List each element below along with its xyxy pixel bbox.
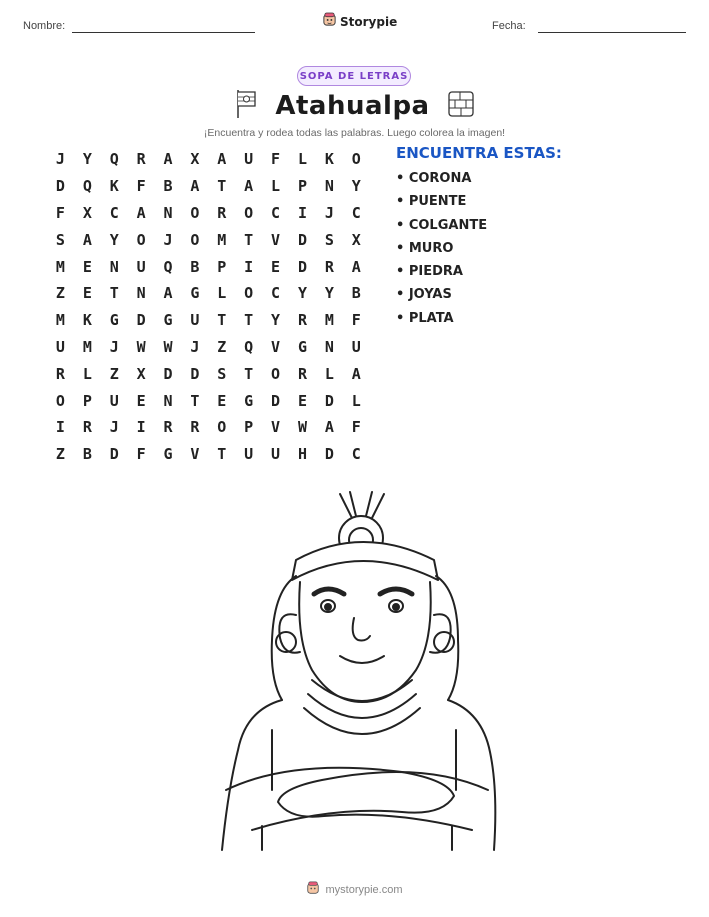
instructions: ¡Encuentra y rodea todas las palabras. Luego colorea la imagen!: [203, 127, 506, 139]
grid-letter[interactable]: X: [136, 364, 146, 383]
grid-letter[interactable]: D: [297, 230, 307, 249]
grid-letter[interactable]: R: [136, 150, 146, 169]
grid-letter[interactable]: L: [297, 150, 307, 169]
grid-letter[interactable]: V: [271, 230, 281, 249]
grid-letter[interactable]: Y: [351, 177, 361, 196]
grid-letter[interactable]: N: [136, 284, 146, 303]
grid-letter[interactable]: D: [136, 311, 146, 330]
grid-letter[interactable]: Q: [82, 177, 92, 196]
grid-letter[interactable]: Y: [324, 284, 334, 303]
grid-letter[interactable]: M: [324, 311, 334, 330]
grid-letter[interactable]: A: [190, 177, 200, 196]
grid-letter[interactable]: N: [109, 257, 119, 276]
grid-letter[interactable]: R: [297, 311, 307, 330]
storypie-logo-icon: [322, 12, 337, 31]
grid-letter[interactable]: M: [55, 257, 65, 276]
grid-letter[interactable]: W: [163, 337, 173, 356]
word-item: • MURO: [396, 240, 454, 256]
grid-letter[interactable]: A: [163, 284, 173, 303]
grid-letter[interactable]: Q: [244, 337, 254, 356]
grid-letter[interactable]: V: [190, 445, 200, 464]
grid-letter[interactable]: D: [297, 257, 307, 276]
grid-letter[interactable]: N: [163, 203, 173, 222]
brand: [322, 12, 397, 31]
grid-letter[interactable]: Q: [109, 150, 119, 169]
word-list-title: ENCUENTRA ESTAS:: [396, 144, 562, 162]
grid-row: [47, 200, 370, 227]
grid-letter[interactable]: T: [244, 230, 254, 249]
grid-letter[interactable]: I: [297, 203, 307, 222]
grid-row: [47, 360, 370, 387]
grid-letter[interactable]: X: [190, 150, 200, 169]
flag-icon: [235, 89, 257, 123]
grid-row: [47, 414, 370, 441]
grid-letter[interactable]: U: [244, 150, 254, 169]
grid-letter[interactable]: R: [163, 418, 173, 437]
grid-letter[interactable]: Y: [297, 284, 307, 303]
storypie-logo-icon: [306, 880, 320, 899]
grid-letter[interactable]: R: [190, 418, 200, 437]
grid-letter[interactable]: G: [163, 445, 173, 464]
grid-letter[interactable]: S: [217, 364, 227, 383]
grid-letter[interactable]: E: [82, 257, 92, 276]
grid-letter[interactable]: C: [271, 203, 281, 222]
grid-letter[interactable]: F: [55, 203, 65, 222]
grid-letter[interactable]: D: [324, 445, 334, 464]
grid-letter[interactable]: K: [109, 177, 119, 196]
grid-letter[interactable]: C: [109, 203, 119, 222]
name-line[interactable]: [72, 32, 255, 33]
grid-letter[interactable]: T: [244, 364, 254, 383]
grid-letter[interactable]: L: [271, 177, 281, 196]
grid-letter[interactable]: A: [351, 364, 361, 383]
grid-letter[interactable]: F: [351, 311, 361, 330]
grid-letter[interactable]: J: [109, 337, 119, 356]
word-item: • PUENTE: [396, 194, 467, 210]
grid-row: [47, 307, 370, 334]
grid-letter[interactable]: O: [217, 418, 227, 437]
grid-letter[interactable]: F: [351, 418, 361, 437]
grid-letter[interactable]: T: [109, 284, 119, 303]
word-item: • PLATA: [396, 310, 454, 326]
grid-letter[interactable]: D: [324, 391, 334, 410]
grid-row: [47, 253, 370, 280]
grid-letter[interactable]: S: [324, 230, 334, 249]
grid-letter[interactable]: U: [190, 311, 200, 330]
grid-letter[interactable]: I: [55, 418, 65, 437]
grid-letter[interactable]: O: [271, 364, 281, 383]
grid-letter[interactable]: A: [324, 418, 334, 437]
grid-letter[interactable]: A: [217, 150, 227, 169]
grid-letter[interactable]: D: [55, 177, 65, 196]
grid-letter[interactable]: L: [82, 364, 92, 383]
grid-letter[interactable]: C: [351, 445, 361, 464]
grid-row: [47, 146, 370, 173]
grid-letter[interactable]: I: [136, 418, 146, 437]
name-label: Nombre:: [23, 20, 66, 32]
grid-letter[interactable]: P: [217, 257, 227, 276]
grid-letter[interactable]: H: [297, 445, 307, 464]
grid-letter[interactable]: Q: [163, 257, 173, 276]
word-list: [396, 171, 487, 334]
grid-letter[interactable]: N: [324, 337, 334, 356]
footer-url[interactable]: mystorypie.com: [325, 883, 403, 896]
grid-letter[interactable]: A: [136, 203, 146, 222]
grid-letter[interactable]: E: [271, 257, 281, 276]
coloring-illustration: [212, 490, 502, 859]
grid-letter[interactable]: U: [55, 337, 65, 356]
grid-letter[interactable]: U: [244, 445, 254, 464]
grid-letter[interactable]: R: [82, 418, 92, 437]
grid-letter[interactable]: B: [190, 257, 200, 276]
grid-letter[interactable]: D: [109, 445, 119, 464]
grid-letter[interactable]: C: [271, 284, 281, 303]
grid-letter[interactable]: Z: [217, 337, 227, 356]
grid-letter[interactable]: G: [109, 311, 119, 330]
grid-letter[interactable]: U: [271, 445, 281, 464]
grid-row: [47, 334, 370, 361]
grid-letter[interactable]: R: [297, 364, 307, 383]
grid-letter[interactable]: Z: [55, 284, 65, 303]
stone-wall-icon: [448, 91, 474, 121]
grid-letter[interactable]: P: [297, 177, 307, 196]
grid-letter[interactable]: P: [244, 418, 254, 437]
activity-badge: SOPA DE LETRAS: [297, 66, 411, 86]
grid-letter[interactable]: O: [244, 284, 254, 303]
grid-letter[interactable]: J: [324, 203, 334, 222]
grid-letter[interactable]: O: [55, 391, 65, 410]
grid-letter[interactable]: L: [351, 391, 361, 410]
grid-letter[interactable]: F: [136, 445, 146, 464]
grid-letter[interactable]: O: [190, 230, 200, 249]
grid-letter[interactable]: X: [351, 230, 361, 249]
grid-letter[interactable]: C: [351, 203, 361, 222]
grid-letter[interactable]: S: [55, 230, 65, 249]
grid-letter[interactable]: L: [217, 284, 227, 303]
grid-letter[interactable]: Z: [55, 445, 65, 464]
date-label: Fecha:: [492, 20, 526, 32]
grid-letter[interactable]: D: [163, 364, 173, 383]
grid-row: [47, 441, 370, 468]
grid-letter[interactable]: E: [82, 284, 92, 303]
grid-letter[interactable]: Z: [109, 364, 119, 383]
grid-letter[interactable]: J: [109, 418, 119, 437]
grid-letter[interactable]: E: [297, 391, 307, 410]
grid-letter[interactable]: N: [163, 391, 173, 410]
grid-letter[interactable]: Y: [271, 311, 281, 330]
grid-letter[interactable]: R: [55, 364, 65, 383]
grid-letter[interactable]: J: [55, 150, 65, 169]
grid-letter[interactable]: X: [82, 203, 92, 222]
grid-letter[interactable]: U: [351, 337, 361, 356]
grid-letter[interactable]: R: [217, 203, 227, 222]
grid-letter[interactable]: G: [190, 284, 200, 303]
grid-letter[interactable]: D: [271, 391, 281, 410]
grid-letter[interactable]: M: [55, 311, 65, 330]
grid-row: [47, 226, 370, 253]
grid-letter[interactable]: T: [217, 311, 227, 330]
grid-letter[interactable]: K: [324, 150, 334, 169]
grid-letter[interactable]: T: [217, 177, 227, 196]
letter-grid[interactable]: [47, 146, 370, 468]
grid-letter[interactable]: J: [190, 337, 200, 356]
grid-letter[interactable]: K: [82, 311, 92, 330]
grid-letter[interactable]: B: [82, 445, 92, 464]
grid-row: [47, 173, 370, 200]
grid-letter[interactable]: G: [244, 391, 254, 410]
grid-letter[interactable]: A: [244, 177, 254, 196]
grid-letter[interactable]: M: [217, 230, 227, 249]
grid-letter[interactable]: G: [297, 337, 307, 356]
footer: [0, 880, 709, 899]
grid-letter[interactable]: B: [163, 177, 173, 196]
grid-letter[interactable]: W: [297, 418, 307, 437]
grid-letter[interactable]: I: [244, 257, 254, 276]
grid-letter[interactable]: T: [190, 391, 200, 410]
title-row: [0, 89, 709, 123]
grid-letter[interactable]: F: [136, 177, 146, 196]
grid-letter[interactable]: F: [271, 150, 281, 169]
date-line[interactable]: [538, 32, 686, 33]
word-item: • CORONA: [396, 171, 472, 186]
grid-letter[interactable]: D: [190, 364, 200, 383]
grid-letter[interactable]: A: [82, 230, 92, 249]
grid-letter[interactable]: O: [351, 150, 361, 169]
grid-letter[interactable]: A: [163, 150, 173, 169]
grid-letter[interactable]: P: [82, 391, 92, 410]
grid-letter[interactable]: T: [244, 311, 254, 330]
grid-letter[interactable]: O: [244, 203, 254, 222]
grid-letter[interactable]: R: [324, 257, 334, 276]
grid-letter[interactable]: L: [324, 364, 334, 383]
grid-letter[interactable]: W: [136, 337, 146, 356]
grid-letter[interactable]: T: [217, 445, 227, 464]
grid-letter[interactable]: Y: [82, 150, 92, 169]
brand-name: Storypie: [340, 14, 398, 29]
grid-letter[interactable]: U: [109, 391, 119, 410]
grid-row: [47, 280, 370, 307]
grid-letter[interactable]: N: [324, 177, 334, 196]
grid-letter[interactable]: E: [136, 391, 146, 410]
word-item: • JOYAS: [396, 287, 452, 303]
page-title: Atahualpa: [275, 91, 430, 121]
grid-row: [47, 387, 370, 414]
grid-letter[interactable]: O: [190, 203, 200, 222]
grid-letter[interactable]: A: [351, 257, 361, 276]
grid-letter[interactable]: V: [271, 418, 281, 437]
word-item: • PIEDRA: [396, 264, 463, 280]
grid-letter[interactable]: E: [217, 391, 227, 410]
grid-letter[interactable]: Y: [109, 230, 119, 249]
grid-letter[interactable]: J: [163, 230, 173, 249]
grid-letter[interactable]: V: [271, 337, 281, 356]
grid-letter[interactable]: G: [163, 311, 173, 330]
grid-letter[interactable]: M: [82, 337, 92, 356]
word-item: • COLGANTE: [396, 217, 488, 233]
grid-letter[interactable]: O: [136, 230, 146, 249]
grid-letter[interactable]: B: [351, 284, 361, 303]
grid-letter[interactable]: U: [136, 257, 146, 276]
